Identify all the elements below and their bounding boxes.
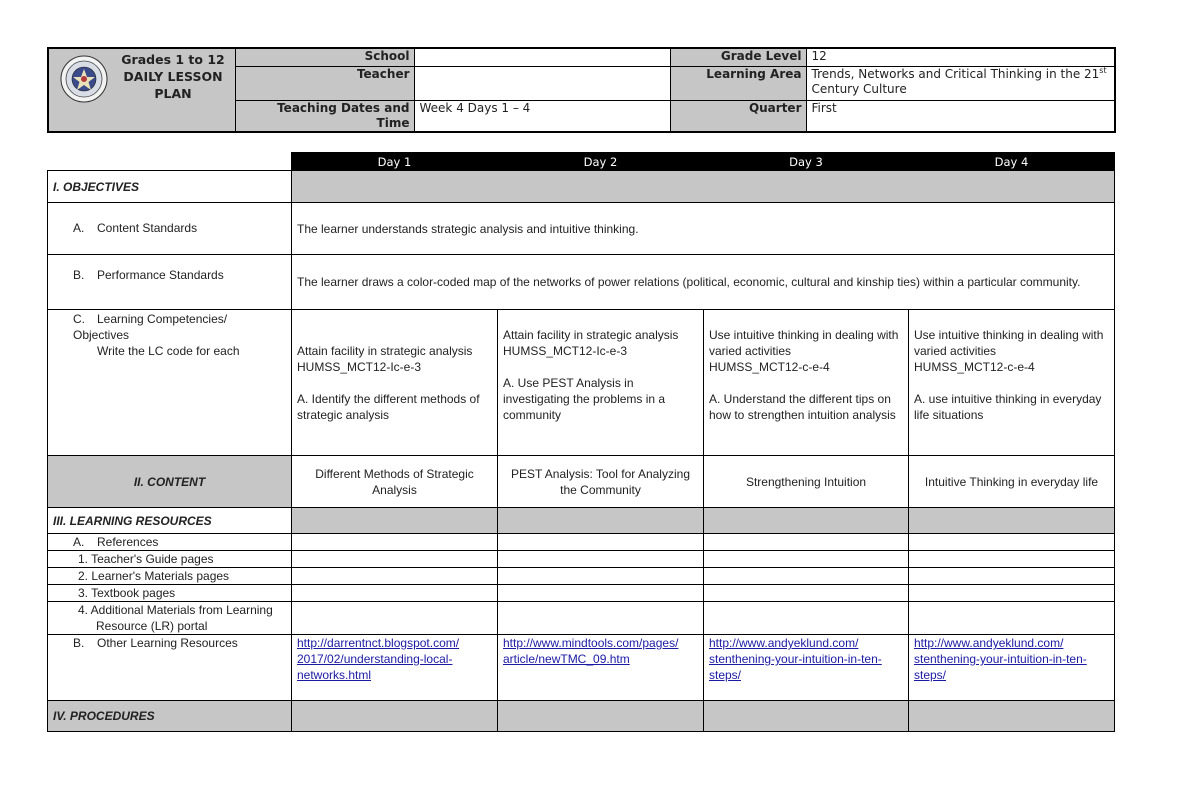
grade-level-label: Grade Level: [670, 48, 806, 67]
additional-materials-day-3[interactable]: [704, 602, 909, 635]
objectives-row: [48, 171, 1115, 203]
textbook-row: [48, 585, 1115, 602]
learning-resources-row: [48, 508, 1115, 534]
content-day-2[interactable]: PEST Analysis: Tool for Analyzing the Community: [498, 456, 704, 508]
objectives-heading: I. OBJECTIVES: [48, 171, 292, 203]
procedures-row: [48, 701, 1115, 732]
textbook-label: 3. Textbook pages: [48, 585, 292, 602]
textbook-day-1[interactable]: [292, 585, 498, 602]
content-standards-value[interactable]: The learner understands strategic analysis and intuitive thinking.: [292, 203, 1115, 255]
procedures-fill-day-4: [909, 701, 1115, 732]
other-resources-row: [48, 635, 1115, 701]
learners-materials-row: [48, 568, 1115, 585]
learning-competencies-letter: C.: [73, 312, 85, 326]
day-header-blank: [48, 153, 292, 171]
additional-materials-text-2: Resource (LR) portal: [96, 619, 208, 633]
teachers-guide-label: 1. Teacher's Guide pages: [48, 551, 292, 568]
day-2-header: Day 2: [498, 153, 704, 171]
learners-materials-day-2[interactable]: [498, 568, 704, 585]
resource-link[interactable]: [709, 636, 882, 682]
resources-fill-day-4: [909, 508, 1115, 534]
resources-fill-day-1: [292, 508, 498, 534]
lc-day-3[interactable]: Use intuitive thinking in dealing with varied activities HUMSS_MCT12-c-e-4 A. Understand the different tips on how to strengthen intuition analysis: [704, 310, 909, 456]
header-logo-cell: [48, 48, 235, 132]
performance-standards-label: [48, 255, 292, 310]
dlp-title-line: DAILY LESSON: [123, 69, 223, 84]
resource-link-line: 2017/02/understanding-local-: [297, 652, 453, 666]
textbook-day-4[interactable]: [909, 585, 1115, 602]
content-day-3[interactable]: Strengthening Intuition: [704, 456, 909, 508]
additional-materials-label: [48, 602, 292, 635]
teaching-dates-label: Teaching Dates and Time: [235, 101, 414, 133]
content-day-4[interactable]: Intuitive Thinking in everyday life: [909, 456, 1115, 508]
learning-area-text-2: Century Culture: [811, 82, 907, 96]
resource-link-line: steps/: [914, 668, 947, 682]
dlp-title: [117, 51, 229, 102]
dlp-header: [47, 47, 1116, 133]
resource-link-line: stenthening-your-intuition-in-ten-: [709, 652, 882, 666]
content-day-1[interactable]: Different Methods of Strategic Analysis: [292, 456, 498, 508]
references-label: [48, 534, 292, 551]
quarter-label: Quarter: [670, 101, 806, 133]
resource-link-line: http://www.andyeklund.com/: [914, 636, 1064, 650]
content-standards-label: [48, 203, 292, 255]
content-heading: II. CONTENT: [48, 456, 292, 508]
textbook-day-2[interactable]: [498, 585, 704, 602]
additional-materials-day-1[interactable]: [292, 602, 498, 635]
teachers-guide-row: [48, 551, 1115, 568]
procedures-fill-day-1: [292, 701, 498, 732]
day-3-header: Day 3: [704, 153, 909, 171]
resource-link-line: steps/: [709, 668, 742, 682]
references-day-3[interactable]: [704, 534, 909, 551]
additional-materials-day-2[interactable]: [498, 602, 704, 635]
lc-day-1[interactable]: Attain facility in strategic analysis HUMSS_MCT12-Ic-e-3 A. Identify the different methods of strategic analysis: [292, 310, 498, 456]
teachers-guide-day-4[interactable]: [909, 551, 1115, 568]
lesson-plan-table: [47, 152, 1115, 732]
resources-fill-day-3: [704, 508, 909, 534]
teachers-guide-day-1[interactable]: [292, 551, 498, 568]
dlp-title-line: Grades 1 to 12: [121, 52, 225, 67]
learners-materials-day-4[interactable]: [909, 568, 1115, 585]
other-resources-day-4: [909, 635, 1115, 701]
other-resources-letter: B.: [73, 636, 85, 650]
references-letter: A.: [73, 535, 85, 549]
additional-materials-row: [48, 602, 1115, 635]
lc-day-4[interactable]: Use intuitive thinking in dealing with varied activities HUMSS_MCT12-c-e-4 A. use intuitive thinking in everyday life situations: [909, 310, 1115, 456]
teachers-guide-day-2[interactable]: [498, 551, 704, 568]
additional-materials-day-4[interactable]: [909, 602, 1115, 635]
objectives-gray-fill: [292, 171, 1115, 203]
grade-level-value[interactable]: 12: [806, 48, 1115, 67]
performance-standards-letter: B.: [73, 268, 85, 282]
other-resources-day-3: [704, 635, 909, 701]
school-label: School: [235, 48, 414, 67]
learning-area-sup: st: [1099, 66, 1107, 75]
day-1-header: Day 1: [292, 153, 498, 171]
learning-area-value[interactable]: [806, 67, 1115, 101]
resource-link-line: article/newTMC_09.htm: [503, 652, 630, 666]
references-day-4[interactable]: [909, 534, 1115, 551]
deped-seal-icon: [60, 55, 108, 103]
performance-standards-row: [48, 255, 1115, 310]
learning-area-text: Trends, Networks and Critical Thinking in the 21: [811, 67, 1100, 81]
procedures-fill-day-2: [498, 701, 704, 732]
learning-resources-heading: III. LEARNING RESOURCES: [48, 508, 292, 534]
references-day-1[interactable]: [292, 534, 498, 551]
resource-link[interactable]: [914, 636, 1087, 682]
performance-standards-value[interactable]: The learner draws a color-coded map of the networks of power relations (political, economic, cultural and kinship ties) within a particular community.: [292, 255, 1115, 310]
dlp-title-line: PLAN: [154, 86, 192, 101]
day-4-header: Day 4: [909, 153, 1115, 171]
teachers-guide-day-3[interactable]: [704, 551, 909, 568]
learners-materials-day-3[interactable]: [704, 568, 909, 585]
lc-day-2[interactable]: Attain facility in strategic analysis HUMSS_MCT12-Ic-e-3 A. Use PEST Analysis in investigating the problems in a community: [498, 310, 704, 456]
resource-link[interactable]: [503, 636, 678, 666]
teaching-dates-value[interactable]: Week 4 Days 1 – 4: [414, 101, 670, 133]
content-standards-text: Content Standards: [97, 221, 198, 235]
resources-fill-day-2: [498, 508, 704, 534]
other-resources-label: [48, 635, 292, 701]
day-header-row: [48, 153, 1115, 171]
procedures-heading: IV. PROCEDURES: [48, 701, 292, 732]
other-resources-text: Other Learning Resources: [97, 636, 238, 650]
references-row: [48, 534, 1115, 551]
resource-link-line: http://www.mindtools.com/pages/: [503, 636, 679, 650]
learners-materials-day-1[interactable]: [292, 568, 498, 585]
resource-link-line: http://darrentnct.blogspot.com/: [297, 636, 460, 650]
learning-area-label: Learning Area: [670, 67, 806, 101]
teacher-value[interactable]: [414, 67, 670, 101]
quarter-value[interactable]: First: [806, 101, 1115, 133]
additional-materials-text: 4. Additional Materials from Learning: [78, 603, 273, 617]
resource-link-line: stenthening-your-intuition-in-ten-: [914, 652, 1087, 666]
learning-competencies-text: Learning Competencies/ Objectives: [73, 312, 228, 342]
school-value[interactable]: [414, 48, 670, 67]
content-standards-letter: A.: [73, 221, 85, 235]
content-row: [48, 456, 1115, 508]
other-resources-day-1: [292, 635, 498, 701]
performance-standards-text: Performance Standards: [97, 268, 224, 282]
content-standards-row: [48, 203, 1115, 255]
learning-competencies-subtext: Write the LC code for each: [97, 344, 240, 358]
other-resources-day-2: [498, 635, 704, 701]
learners-materials-label: 2. Learner's Materials pages: [48, 568, 292, 585]
teacher-label: Teacher: [235, 67, 414, 101]
resource-link[interactable]: [297, 636, 459, 682]
references-text: References: [97, 535, 159, 549]
learning-competencies-label: [48, 310, 292, 456]
learning-competencies-row: [48, 310, 1115, 456]
resource-link-line: http://www.andyeklund.com/: [709, 636, 859, 650]
textbook-day-3[interactable]: [704, 585, 909, 602]
resource-link-line: networks.html: [297, 668, 372, 682]
references-day-2[interactable]: [498, 534, 704, 551]
procedures-fill-day-3: [704, 701, 909, 732]
